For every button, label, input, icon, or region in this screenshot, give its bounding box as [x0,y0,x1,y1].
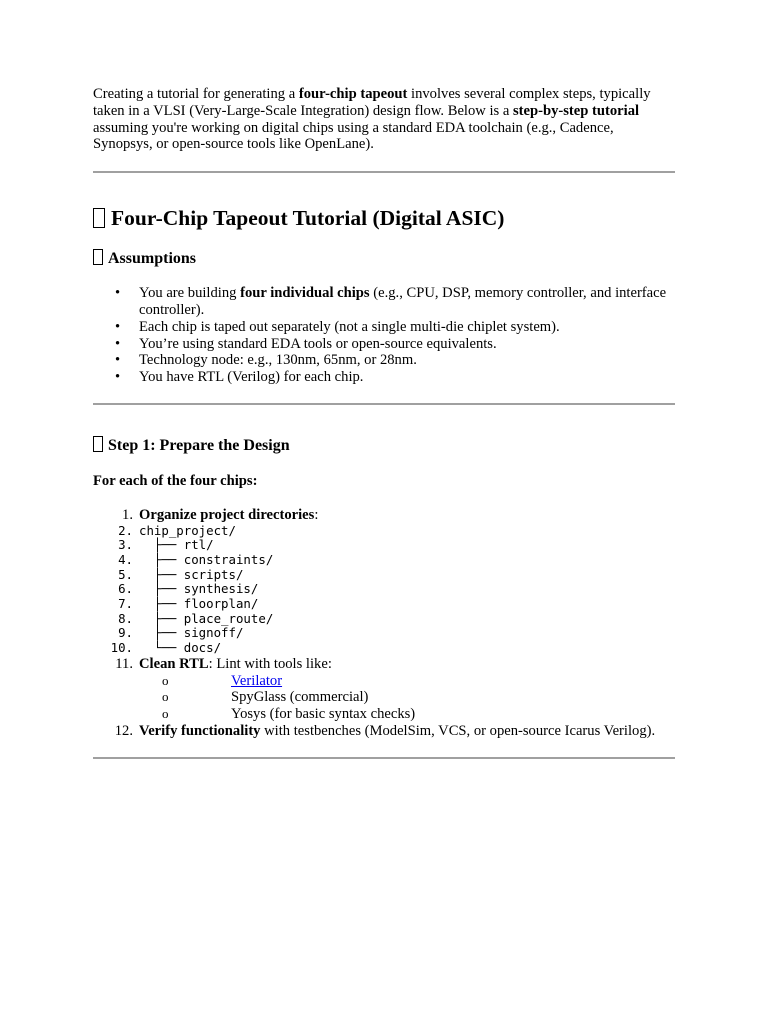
code-text: └── docs/ [139,640,222,656]
code-text: ├── signoff/ [139,625,244,641]
page-title-text: Four-Chip Tapeout Tutorial (Digital ASIC) [111,206,505,231]
code-line [93,641,675,656]
tools-list [139,673,675,723]
code-text: ├── constraints/ [139,551,274,567]
bullet: • [115,369,121,386]
list-item [93,656,675,723]
item-text: You’re using standard EDA tools or open-source equivalents. [139,335,497,352]
missing-glyph-icon [93,249,103,265]
item-text: You have RTL (Verilog) for each chip. [139,369,364,386]
item-text: : Lint with tools like: [208,655,332,672]
list-number: 6. [118,581,133,597]
intro-bold-four-chip-tapeout: four-chip tapeout [298,86,408,102]
item-text: (e.g., CPU, DSP, memory controller, and interface controller). [139,285,667,318]
list-number: 7. [118,596,133,612]
code-line [93,612,675,627]
list-item [162,672,675,690]
code-text: ├── floorplan/ [139,596,259,612]
list-item [115,369,675,386]
item-text: : [314,506,319,523]
step1-heading-text: Step 1: Prepare the Design [108,436,290,454]
list-number: 12. [114,723,133,740]
missing-glyph-icon [93,436,103,452]
circle-bullet: o [162,672,169,688]
code-text: ├── scripts/ [139,566,244,582]
code-text: ├── rtl/ [139,537,214,553]
item-text: Technology node: e.g., 130nm, 65nm, or 28nm. [139,352,417,369]
item-text: SpyGlass (commercial) [231,689,369,706]
list-item [162,689,675,706]
list-number: 10. [110,640,133,656]
assumptions-heading-text: Assumptions [108,250,197,268]
divider [93,171,675,173]
intro-text-3: assuming you're working on digital chips using a standard EDA toolchain (e.g., Cadence, Synopsys, or open-source tools like OpenLane). [93,119,614,153]
code-line [93,597,675,612]
bullet: • [115,285,121,302]
bullet: • [115,318,121,335]
divider [93,403,675,405]
assumptions-list [93,285,675,386]
list-item [115,285,675,319]
code-line [93,553,675,568]
list-item [162,706,675,723]
list-number: 1. [122,506,133,523]
missing-glyph-icon [93,208,105,228]
divider [93,757,675,759]
code-line [93,524,675,539]
item-text: with testbenches (ModelSim, VCS, or open-source Icarus Verilog). [260,723,656,740]
list-item [115,335,675,353]
circle-bullet: o [162,706,169,722]
bullet: • [115,335,121,352]
item-bold-text: Verify functionality [139,723,261,740]
code-line [93,626,675,641]
item-bold-text: four individual chips [240,285,370,302]
list-number: 4. [118,551,133,567]
list-number: 9. [118,625,133,641]
code-line [93,568,675,583]
list-number: 2. [118,522,133,538]
list-item [115,318,675,336]
step1-heading [93,436,675,456]
bullet: • [115,352,121,369]
circle-bullet: o [162,689,169,705]
code-line [93,538,675,553]
code-text: ├── synthesis/ [139,581,259,597]
document-page [93,86,675,759]
item-text: Yosys (for basic syntax checks) [231,706,416,723]
assumptions-heading [93,249,675,269]
item-bold-text: Organize project directories [139,506,315,523]
item-text: You are building [139,285,241,302]
code-text: ├── place_route/ [139,610,274,626]
verilator-link[interactable]: Verilator [231,672,283,689]
intro-bold-step-by-step: step-by-step tutorial [512,102,640,119]
intro-paragraph [93,86,675,153]
code-text: chip_project/ [139,522,236,538]
list-number: 5. [118,566,133,582]
page-title [93,205,675,231]
item-bold-text: Clean RTL [139,655,209,672]
list-number: 8. [118,610,133,626]
list-number: 3. [118,537,133,553]
step1-list [93,507,675,740]
list-item [115,352,675,369]
code-line [93,582,675,597]
intro-text-2: involves several complex steps, typically taken in a VLSI (Very-Large-Scale Integration) design flow. Below is a [93,86,651,119]
step1-subheading: For each of the four chips: [93,472,258,489]
list-item [93,723,675,740]
list-number: 11. [115,655,133,672]
list-item [93,507,675,524]
item-text: Each chip is taped out separately (not a single multi-die chiplet system). [139,318,560,335]
intro-text-1: Creating a tutorial for generating a [93,86,299,102]
